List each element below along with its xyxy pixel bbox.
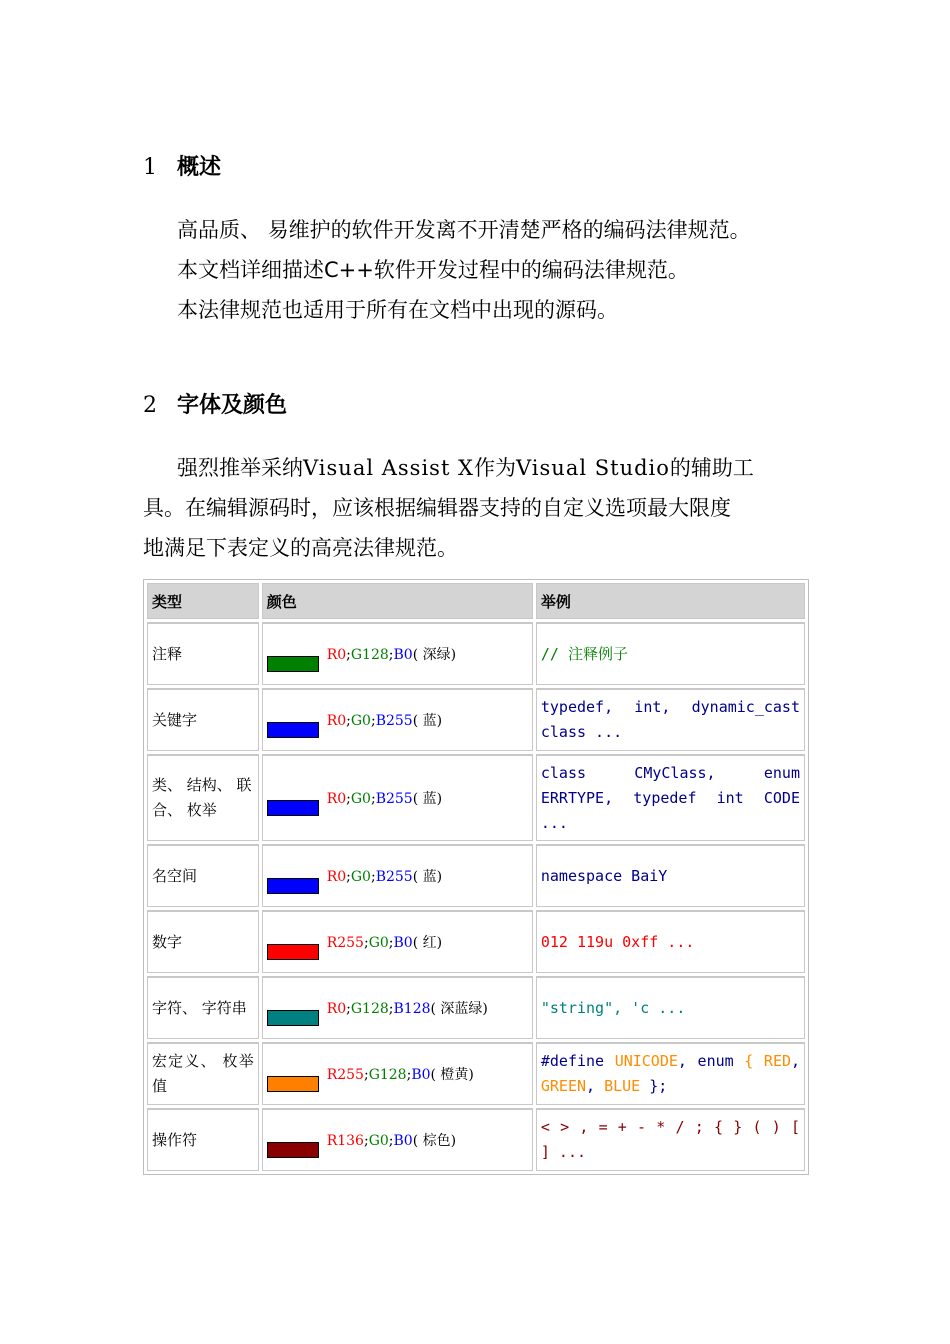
row-example: namespace BaiY (536, 844, 805, 907)
rgb-value: R0;G128;B128( 深蓝绿) (326, 1001, 488, 1017)
row-type: 数字 (147, 910, 259, 973)
body-line: 本文档详细描述C++软件开发过程中的编码法律规范。 (177, 258, 689, 282)
product-name: Visual Assist X (303, 456, 475, 480)
table-row (147, 976, 805, 1039)
section-1-body (143, 210, 808, 330)
body-line: 具。在编辑源码时，应该根据编辑器支持的自定义选项最大限度 (143, 496, 731, 520)
table-row (147, 844, 805, 907)
section-number: 1 (143, 155, 157, 180)
row-type: 字符、 字符串 (147, 976, 259, 1039)
row-color (262, 622, 533, 685)
row-example: 012 119u 0xff ... (536, 910, 805, 973)
color-swatch (267, 1010, 319, 1026)
row-type: 关键字 (147, 688, 259, 751)
body-line: 高品质、 易维护的软件开发离不开清楚严格的编码法律规范。 (177, 218, 751, 242)
row-type: 操作符 (147, 1108, 259, 1171)
text-run: 强烈推举采纳 (177, 456, 303, 480)
color-swatch (267, 722, 319, 738)
rgb-value: R0;G0;B255( 蓝) (326, 713, 443, 729)
body-line: 本法律规范也适用于所有在文档中出现的源码。 (177, 298, 618, 322)
rgb-value: R255;G0;B0( 红) (326, 935, 443, 951)
section-title: 字体及颜色 (177, 393, 288, 418)
rgb-value: R0;G128;B0( 深绿) (326, 647, 457, 663)
row-example: // 注释例子 (536, 622, 805, 685)
text-run: 作为 (474, 456, 517, 480)
row-example: typedef, int, dynamic_cast class ... (536, 688, 805, 751)
header-example: 举例 (536, 583, 805, 619)
row-color (262, 844, 533, 907)
row-example: "string", 'c ... (536, 976, 805, 1039)
row-color (262, 1108, 533, 1171)
row-color (262, 910, 533, 973)
color-swatch (267, 1142, 319, 1158)
section-1-heading (143, 150, 221, 181)
section-2-heading (143, 388, 287, 419)
rgb-value: R0;G0;B255( 蓝) (326, 869, 443, 885)
color-swatch (267, 878, 319, 894)
color-swatch (267, 800, 319, 816)
table-row (147, 1042, 805, 1105)
row-color (262, 1042, 533, 1105)
highlight-spec-table (143, 579, 809, 1175)
header-type: 类型 (147, 583, 259, 619)
row-example: #define UNICODE, enum { RED, GREEN, BLUE }; (536, 1042, 805, 1105)
row-type: 类、 结构、 联合、 枚举 (147, 754, 259, 841)
rgb-value: R0;G0;B255( 蓝) (326, 791, 443, 807)
row-type: 宏定义、 枚举值 (147, 1042, 259, 1105)
product-name: Visual Studio (516, 456, 670, 480)
table-row (147, 688, 805, 751)
header-color: 颜色 (262, 583, 533, 619)
row-color (262, 688, 533, 751)
section-title: 概述 (177, 155, 222, 180)
table-row (147, 1108, 805, 1171)
row-type: 名空间 (147, 844, 259, 907)
text-run: 的辅助工 (669, 456, 754, 480)
table-row (147, 622, 805, 685)
row-color (262, 976, 533, 1039)
color-swatch (267, 944, 319, 960)
section-2-body (143, 448, 808, 568)
color-swatch (267, 1076, 319, 1092)
table-row (147, 910, 805, 973)
table-header-row (147, 583, 805, 619)
body-line (143, 448, 808, 488)
row-type: 注释 (147, 622, 259, 685)
row-color (262, 754, 533, 841)
row-example: class CMyClass, enum ERRTYPE, typedef int CODE ... (536, 754, 805, 841)
body-line: 地满足下表定义的高亮法律规范。 (143, 536, 458, 560)
rgb-value: R255;G128;B0( 橙黄) (326, 1067, 474, 1083)
row-example: < > , = + - * / ; { } ( ) [ ] ... (536, 1108, 805, 1171)
rgb-value: R136;G0;B0( 棕色) (326, 1133, 457, 1149)
section-number: 2 (143, 393, 157, 418)
color-swatch (267, 656, 319, 672)
table-row (147, 754, 805, 841)
